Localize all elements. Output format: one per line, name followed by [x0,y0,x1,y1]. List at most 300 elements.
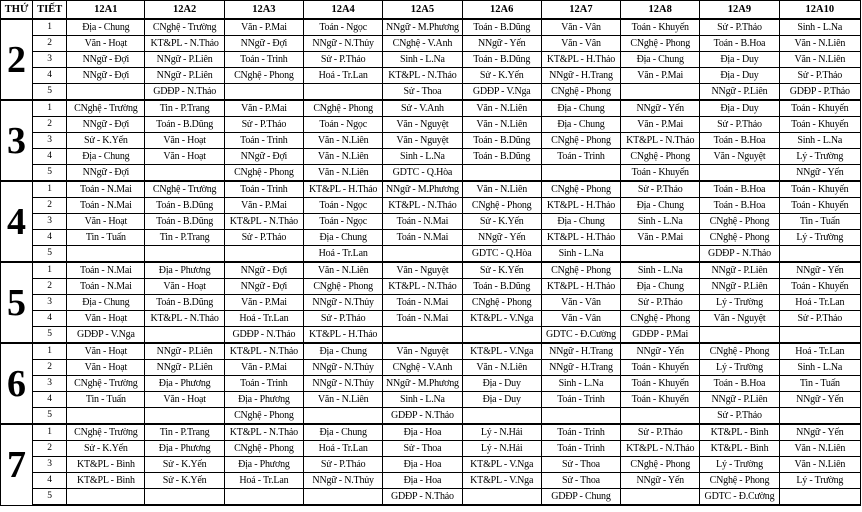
schedule-cell [621,408,700,425]
schedule-cell: Toán - N.Mai [383,295,462,311]
schedule-cell: NNgữ - N.Thủy [304,360,383,376]
schedule-cell: Sử - Thoa [541,457,620,473]
header-class: 12A5 [383,1,462,20]
period-number: 1 [33,343,67,360]
schedule-cell: KT&PL - Bình [67,457,145,473]
schedule-cell: NNgữ - H.Trang [541,68,620,84]
schedule-cell: Văn - Hoạt [67,214,145,230]
schedule-cell: Sinh - L.Na [621,214,700,230]
header-class: 12A3 [224,1,303,20]
schedule-cell: NNgữ - N.Thủy [304,473,383,489]
schedule-cell: Văn - Vân [541,295,620,311]
schedule-cell: GDĐP - P.Mai [621,327,700,344]
schedule-cell: Văn - Hoạt [67,343,145,360]
schedule-cell: NNgữ - N.Thủy [304,36,383,52]
period-row [1,230,861,246]
schedule-cell: Lý - Trường [779,473,860,489]
schedule-cell: Toán - Trinh [541,424,620,441]
schedule-cell: Sử - K.Yến [67,441,145,457]
period-number: 5 [33,165,67,182]
header-row [1,1,861,20]
period-row [1,262,861,279]
schedule-cell: Văn - N.Liên [462,181,541,198]
schedule-cell: Địa - Phương [145,376,224,392]
schedule-cell: CNghệ - Phong [700,343,779,360]
schedule-cell: Toán - Khuyến [779,198,860,214]
header-class: 12A7 [541,1,620,20]
header-class: 12A2 [145,1,224,20]
schedule-cell: Hoá - Tr.Lan [224,473,303,489]
schedule-cell: KT&PL - V.Nga [462,311,541,327]
period-row [1,295,861,311]
schedule-cell [304,84,383,101]
period-row [1,441,861,457]
schedule-cell: Văn - N.Liên [779,441,860,457]
period-number: 4 [33,392,67,408]
period-number: 5 [33,246,67,263]
schedule-cell [67,408,145,425]
schedule-cell: NNgữ - P.Liên [145,52,224,68]
schedule-cell [304,489,383,506]
schedule-cell [621,84,700,101]
schedule-cell: Văn - Nguyệt [700,149,779,165]
period-number: 4 [33,230,67,246]
period-number: 3 [33,52,67,68]
schedule-cell: NNgữ - P.Liên [700,262,779,279]
schedule-cell: Toán - Trinh [224,376,303,392]
schedule-cell: KT&PL - H.Thảo [541,52,620,68]
schedule-cell: Sử - K.Yến [145,457,224,473]
period-number: 4 [33,68,67,84]
period-number: 3 [33,295,67,311]
schedule-cell: Tin - Tuấn [67,230,145,246]
schedule-cell: Hoá - Tr.Lan [304,68,383,84]
schedule-cell: Toán - Khuyến [779,100,860,117]
schedule-cell: Toán - B.Hoa [700,133,779,149]
schedule-cell: Sinh - L.Na [621,262,700,279]
schedule-cell: KT&PL - N.Thảo [621,133,700,149]
schedule-cell: NNgữ - Đợi [224,262,303,279]
period-row [1,343,861,360]
schedule-cell: Địa - Duy [700,68,779,84]
schedule-cell: NNgữ - M.Phương [383,376,462,392]
schedule-cell: KT&PL - N.Thảo [224,424,303,441]
period-number: 3 [33,133,67,149]
schedule-cell: CNghệ - Phong [224,68,303,84]
schedule-cell: NNgữ - Đợi [224,149,303,165]
period-row [1,149,861,165]
period-number: 2 [33,279,67,295]
schedule-cell: Toán - B.Hoa [700,376,779,392]
schedule-cell: KT&PL - Bình [700,441,779,457]
schedule-cell: Toán - N.Mai [67,279,145,295]
schedule-cell: KT&PL - N.Thảo [145,311,224,327]
period-number: 1 [33,19,67,36]
schedule-cell: KT&PL - N.Thảo [224,214,303,230]
schedule-cell: Toán - B.Dũng [145,214,224,230]
schedule-cell: NNgữ - Đợi [67,68,145,84]
schedule-cell [779,408,860,425]
schedule-cell: Toán - Khuyến [621,376,700,392]
schedule-cell: GDĐP - Chung [541,489,620,506]
schedule-cell [224,246,303,263]
schedule-cell: Văn - Hoạt [145,392,224,408]
schedule-cell: GDĐP - V.Nga [462,84,541,101]
schedule-cell: Toán - B.Dũng [462,149,541,165]
schedule-cell: Lý - Trường [700,295,779,311]
schedule-cell: Sử - P.Thảo [779,311,860,327]
schedule-cell: Địa - Phương [224,457,303,473]
period-number: 3 [33,376,67,392]
schedule-cell: NNgữ - Yến [621,473,700,489]
day-label: 5 [1,262,33,343]
schedule-cell [462,165,541,182]
schedule-cell: CNghệ - Phong [541,262,620,279]
schedule-cell: CNghệ - Phong [700,214,779,230]
schedule-cell: Lý - Trường [779,149,860,165]
schedule-cell: NNgữ - N.Thủy [304,295,383,311]
schedule-cell: Văn - Vân [541,311,620,327]
schedule-cell [541,165,620,182]
schedule-cell: CNghệ - V.Anh [383,36,462,52]
schedule-cell: NNgữ - H.Trang [541,360,620,376]
schedule-cell: Văn - Nguyệt [700,311,779,327]
schedule-cell: Toán - N.Mai [67,181,145,198]
schedule-cell: Văn - N.Liên [304,262,383,279]
schedule-cell: NNgữ - Yến [621,100,700,117]
schedule-cell: CNghệ - Trường [145,181,224,198]
schedule-cell [700,327,779,344]
schedule-cell: CNghệ - Phong [541,181,620,198]
schedule-cell: NNgữ - Yến [462,36,541,52]
schedule-cell [145,246,224,263]
schedule-cell [621,246,700,263]
schedule-cell [67,489,145,506]
schedule-cell [462,327,541,344]
schedule-cell: Văn - Hoạt [145,149,224,165]
header-thu: THỨ [1,1,33,20]
schedule-cell: NNgữ - Đợi [67,117,145,133]
schedule-cell: NNgữ - P.Liên [700,279,779,295]
schedule-cell: Toán - Khuyến [621,19,700,36]
schedule-cell: Địa - Hoa [383,424,462,441]
period-row [1,246,861,263]
period-number: 3 [33,214,67,230]
schedule-cell: Toán - Ngọc [304,19,383,36]
period-row [1,489,861,506]
schedule-cell: Toán - Trinh [224,52,303,68]
schedule-cell: Hoá - Tr.Lan [779,295,860,311]
schedule-cell: GDĐP - N.Thảo [145,84,224,101]
schedule-cell: GDĐP - P.Thảo [779,84,860,101]
schedule-cell: CNghệ - Phong [700,230,779,246]
schedule-cell: Văn - Hoạt [145,279,224,295]
schedule-cell: Tin - P.Trang [145,424,224,441]
schedule-cell: Văn - P.Mai [224,360,303,376]
period-number: 5 [33,489,67,506]
header-class: 12A8 [621,1,700,20]
schedule-cell: Văn - P.Mai [621,68,700,84]
schedule-cell: Văn - Nguyệt [383,262,462,279]
schedule-cell: Hoá - Tr.Lan [304,246,383,263]
schedule-cell: Toán - B.Dũng [462,279,541,295]
schedule-cell: Văn - N.Liên [304,165,383,182]
schedule-cell: Địa - Chung [621,279,700,295]
schedule-cell: Toán - Khuyến [621,392,700,408]
schedule-cell: Sinh - L.Na [541,376,620,392]
schedule-cell: Văn - P.Mai [224,198,303,214]
schedule-cell [621,489,700,506]
header-class: 12A9 [700,1,779,20]
day-label: 7 [1,424,33,505]
schedule-cell: NNgữ - H.Trang [541,343,620,360]
schedule-cell: Văn - Vân [541,36,620,52]
schedule-cell: Địa - Duy [700,52,779,68]
schedule-cell: Sử - K.Yến [462,214,541,230]
schedule-cell: Sử - K.Yến [145,473,224,489]
schedule-cell: Hoá - Tr.Lan [224,311,303,327]
schedule-cell: KT&PL - N.Thảo [383,68,462,84]
schedule-cell: Toán - N.Mai [67,262,145,279]
schedule-cell: Văn - Hoạt [67,36,145,52]
schedule-cell: Địa - Phương [224,392,303,408]
schedule-cell: Văn - N.Liên [462,100,541,117]
schedule-cell: NNgữ - M.Phương [383,19,462,36]
schedule-cell: Sử - P.Thảo [700,408,779,425]
schedule-cell: KT&PL - Bình [700,424,779,441]
schedule-cell: Địa - Duy [700,100,779,117]
schedule-cell: NNgữ - Yến [462,230,541,246]
schedule-cell [145,165,224,182]
schedule-cell: GDTC - Đ.Cường [700,489,779,506]
period-row [1,84,861,101]
schedule-cell: NNgữ - Yến [779,392,860,408]
schedule-cell: Tin - Tuấn [67,392,145,408]
schedule-cell: Địa - Chung [541,100,620,117]
day-label: 6 [1,343,33,424]
schedule-cell: Địa - Hoa [383,457,462,473]
schedule-cell: CNghệ - Trường [67,100,145,117]
schedule-cell [145,489,224,506]
schedule-cell: Văn - P.Mai [224,100,303,117]
schedule-cell: Văn - Nguyệt [383,343,462,360]
schedule-cell: NNgữ - P.Liên [700,392,779,408]
schedule-cell: GDTC - Q.Hòa [462,246,541,263]
period-row [1,376,861,392]
header-class: 12A6 [462,1,541,20]
schedule-cell: Văn - P.Mai [224,19,303,36]
schedule-cell: KT&PL - H.Thảo [304,327,383,344]
schedule-cell: CNghệ - Trường [145,19,224,36]
schedule-cell: KT&PL - N.Thảo [224,343,303,360]
schedule-cell: Văn - N.Liên [779,36,860,52]
schedule-cell [462,408,541,425]
schedule-cell: Sử - P.Thảo [304,457,383,473]
schedule-cell: NNgữ - M.Phương [383,181,462,198]
schedule-cell [224,84,303,101]
day-label: 4 [1,181,33,262]
schedule-cell: Tin - Tuấn [779,214,860,230]
schedule-cell: NNgữ - Yến [621,343,700,360]
schedule-cell: Toán - Trinh [224,181,303,198]
period-number: 2 [33,117,67,133]
schedule-cell: Toán - B.Dũng [462,133,541,149]
schedule-cell: Toán - Khuyến [779,117,860,133]
schedule-cell: Lý - Trường [700,457,779,473]
schedule-cell [145,327,224,344]
day-label: 3 [1,100,33,181]
schedule-cell: Toán - Trinh [541,149,620,165]
schedule-cell: GDĐP - N.Thảo [700,246,779,263]
schedule-cell: CNghệ - Phong [621,311,700,327]
schedule-cell: Toán - Ngọc [304,117,383,133]
period-row [1,19,861,36]
period-row [1,181,861,198]
schedule-cell: Văn - N.Liên [779,457,860,473]
schedule-cell: Toán - B.Hoa [700,198,779,214]
schedule-cell: Toán - N.Mai [383,230,462,246]
schedule-cell: Sử - P.Thảo [304,311,383,327]
schedule-cell: KT&PL - H.Thảo [541,230,620,246]
schedule-cell: Sử - P.Thảo [700,19,779,36]
period-row [1,457,861,473]
schedule-cell: Văn - N.Liên [304,392,383,408]
period-number: 5 [33,84,67,101]
schedule-cell: Tin - P.Trang [145,100,224,117]
schedule-cell: KT&PL - N.Thảo [383,279,462,295]
period-number: 2 [33,360,67,376]
schedule-cell: Địa - Duy [462,376,541,392]
schedule-cell [145,408,224,425]
schedule-cell: Lý - N.Hải [462,441,541,457]
schedule-cell: Toán - Khuyến [621,165,700,182]
period-row [1,408,861,425]
schedule-cell: Sử - Thoa [383,84,462,101]
schedule-cell [383,246,462,263]
schedule-cell: CNghệ - Phong [224,408,303,425]
schedule-cell: Toán - N.Mai [67,198,145,214]
schedule-cell: Hoá - Tr.Lan [779,343,860,360]
period-number: 4 [33,473,67,489]
schedule-cell: Địa - Phương [145,441,224,457]
period-row [1,117,861,133]
schedule-cell: Toán - Ngọc [304,198,383,214]
schedule-cell: NNgữ - P.Liên [145,343,224,360]
schedule-cell: Toán - B.Dũng [462,52,541,68]
schedule-cell: Sử - Thoa [383,441,462,457]
schedule-cell: Văn - Nguyệt [383,133,462,149]
schedule-cell: Sử - P.Thảo [621,295,700,311]
period-row [1,473,861,489]
schedule-cell: NNgữ - Đợi [224,36,303,52]
schedule-cell: KT&PL - N.Thảo [621,441,700,457]
schedule-cell: Sử - Thoa [541,473,620,489]
schedule-cell: Toán - Khuyến [779,279,860,295]
timetable-body [1,19,861,505]
schedule-cell: Sử - P.Thảo [224,117,303,133]
schedule-cell: NNgữ - Yến [779,165,860,182]
period-row [1,52,861,68]
schedule-cell: Địa - Duy [462,392,541,408]
period-row [1,36,861,52]
schedule-cell: Toán - B.Dũng [145,295,224,311]
schedule-cell: Địa - Chung [304,343,383,360]
schedule-cell: Toán - Trinh [541,441,620,457]
schedule-cell: Sử - P.Thảo [304,52,383,68]
schedule-cell: GDĐP - N.Thảo [383,408,462,425]
schedule-cell: KT&PL - Bình [67,473,145,489]
schedule-cell: NNgữ - Đợi [67,52,145,68]
schedule-cell: GDĐP - V.Nga [67,327,145,344]
schedule-cell: NNgữ - P.Liên [700,84,779,101]
period-row [1,279,861,295]
schedule-cell: CNghệ - Phong [462,295,541,311]
schedule-cell: Sinh - L.Na [383,149,462,165]
schedule-cell: Lý - Trường [700,360,779,376]
schedule-cell: KT&PL - H.Thảo [541,279,620,295]
schedule-cell: Toán - B.Dũng [145,117,224,133]
schedule-cell: Lý - Trường [779,230,860,246]
schedule-cell: Tin - P.Trang [145,230,224,246]
schedule-cell [779,489,860,506]
schedule-cell: Sinh - L.Na [383,392,462,408]
period-number: 3 [33,457,67,473]
schedule-cell: KT&PL - N.Thảo [383,198,462,214]
schedule-cell: Hoá - Tr.Lan [304,441,383,457]
schedule-cell: KT&PL - H.Thảo [541,198,620,214]
schedule-cell: Toán - Ngọc [304,214,383,230]
schedule-cell [67,246,145,263]
schedule-cell: Sinh - L.Na [541,246,620,263]
period-number: 2 [33,36,67,52]
schedule-cell: Toán - N.Mai [383,214,462,230]
schedule-cell: Văn - Hoạt [67,311,145,327]
schedule-cell: Văn - N.Liên [304,149,383,165]
schedule-cell: Toán - B.Dũng [145,198,224,214]
schedule-cell: Sử - P.Thảo [700,117,779,133]
schedule-cell: Văn - P.Mai [224,295,303,311]
schedule-cell: KT&PL - V.Nga [462,343,541,360]
schedule-cell: Văn - P.Mai [621,230,700,246]
schedule-cell: CNghệ - Phong [621,457,700,473]
period-number: 2 [33,198,67,214]
schedule-cell: Tin - Tuấn [779,376,860,392]
schedule-cell: NNgữ - Đợi [224,279,303,295]
schedule-cell: Sinh - L.Na [779,360,860,376]
schedule-cell: Toán - N.Mai [383,311,462,327]
schedule-cell: KT&PL - N.Thảo [145,36,224,52]
schedule-cell: Toán - Khuyến [779,181,860,198]
schedule-cell: Sử - P.Thảo [779,68,860,84]
schedule-cell [541,408,620,425]
schedule-cell: Sử - K.Yến [462,262,541,279]
schedule-cell: NNgữ - Đợi [67,165,145,182]
header-class: 12A1 [67,1,145,20]
period-row [1,214,861,230]
schedule-cell: Văn - Nguyệt [383,117,462,133]
schedule-cell: GDTC - Q.Hòa [383,165,462,182]
period-number: 4 [33,311,67,327]
schedule-cell: CNghệ - Phong [621,36,700,52]
period-number: 4 [33,149,67,165]
schedule-cell: Toán - B.Dũng [462,19,541,36]
schedule-cell: CNghệ - Phong [304,279,383,295]
schedule-cell [779,327,860,344]
schedule-cell: Địa - Chung [304,230,383,246]
schedule-cell: Toán - Trinh [224,133,303,149]
schedule-cell [224,489,303,506]
schedule-cell: NNgữ - P.Liên [145,360,224,376]
